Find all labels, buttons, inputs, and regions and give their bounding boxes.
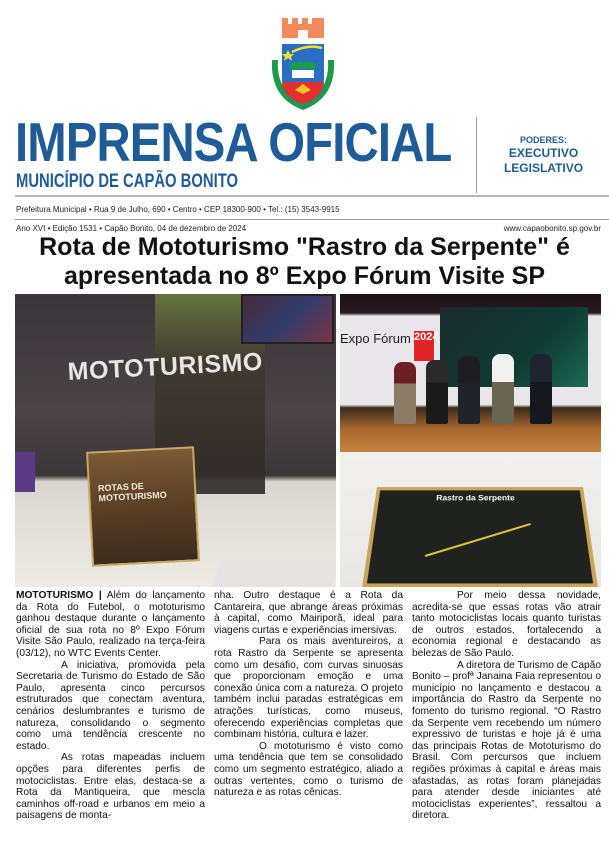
- article-column-1: [16, 590, 205, 822]
- info-rule: [15, 219, 609, 220]
- person-3: [458, 356, 480, 424]
- poder-legislativo: LEGISLATIVO: [503, 161, 584, 175]
- paragraph-6: Por meio dessa novidade, acredita-se que essas rotas vão atrair tanto motociclistas locais quanto turistas de outros estados, fortalecendo a economia regional e destacando as belezas de São Paulo.: [412, 590, 601, 659]
- brochure-title: ROTAS DE MOTOTURISMO: [97, 480, 168, 504]
- paragraph-7: A diretora de Turismo de Capão Bonito – profª Janaina Faia representou o município no lançamento e destacou a importância do Rastro da Serpente no fomento do turismo regional. “O Rastro da Serpente vem recebendo um número expressivo de turistas e hoje já é uma das principais Rotas de Mototurismo do Brasil. Com percursos que incluem regiões próximas à capital e áreas mais afastadas, as rotas foram planejadas para atender desde iniciantes até motociclistas experientes”, ressaltou a diretora.: [412, 659, 601, 822]
- paragraph-5: O mototurismo é visto como uma tendência que tem se consolidado como um segmento estratégico, aliado a outras vertentes, como o turismo de natureza e as rotas cênicas.: [214, 740, 403, 799]
- article-headline: Rota de Mototurismo "Rastro da Serpente" é apresentada no 8º Expo Fórum Visite SP: [39, 233, 570, 290]
- person-2: [426, 360, 448, 424]
- stage-screen-text: Expo Fórum: [340, 331, 411, 346]
- board-title: Rastro da Serpente: [435, 493, 515, 503]
- masthead-subtitle: MUNICÍPIO DE CAPÃO BONITO: [16, 171, 239, 192]
- website-link[interactable]: www.capaobonito.sp.gov.br: [503, 224, 601, 233]
- header-rule: [15, 195, 609, 197]
- photo-mototurismo-stand: [15, 294, 336, 587]
- masthead-title: IMPRENSA OFICIAL: [15, 111, 452, 173]
- poderes-block: [478, 134, 609, 176]
- board-route-line: [425, 523, 531, 557]
- paragraph-3: As rotas mapeadas incluem opções para diferentes perfis de motociclistas. Entre elas, destaca-se a Rota da Mantiqueira, que mescla caminhos off-road e urbanos em meio a paisagens de monta-: [16, 752, 205, 822]
- paragraph-2: A iniciativa, promovida pela Secretaria de Turismo do Estado de São Paulo, apresenta cinco percursos estruturados que conectam aventura, cenários deslumbrantes e turismo de natureza, consolidando o segmento como uma tendência crescente no estado.: [16, 659, 205, 752]
- poderes-label: PODERES:: [519, 135, 567, 145]
- person-4: [492, 354, 514, 424]
- paragraph-4: Para os mais aventureiros, a rota Rastro da Serpente se apresenta como um desafio, com curvas sinuosas que proporcionam emoção e uma conexão única com a natureza. O projeto também inclui paradas estratégicas em atrações turísticas, como museus, oferecendo experiências completas que combinam história, cultura e lazer.: [214, 636, 403, 741]
- person-5: [530, 354, 552, 424]
- paragraph-1: Além do lançamento da Rota do Futebol, o mototurismo ganhou destaque durante o lançamento oficial de sua rota no 8º Expo Fórum Visite São Paulo, realizado na terça-feira (03/12), no WTC Events Center.: [16, 590, 205, 659]
- photo-stage-group: [340, 294, 601, 452]
- coat-of-arms-logo: [268, 18, 338, 116]
- article-column-2: [214, 590, 403, 799]
- address-line: Prefeitura Municipal • Rua 9 de Julho, 690 • Centro • CEP 18300-900 • Tel.: (15) 3543-9915: [16, 205, 340, 214]
- paragraph-3-cont: nha. Outro destaque é a Rota da Cantareira, que abrange áreas próximas à capital, como Mairiporã, ideal para viagens curtas e experiências imersivas.: [214, 590, 403, 636]
- photo-tv-screen: [241, 294, 334, 344]
- photo-rastro-board: [340, 452, 601, 587]
- article-column-3: [412, 590, 601, 822]
- photo-paper: [211, 561, 336, 587]
- photo-purple-chair: [15, 452, 35, 492]
- person-1: [394, 362, 416, 424]
- masthead-divider: [476, 117, 477, 193]
- article-kicker: MOTOTURISMO |: [16, 590, 102, 601]
- rastro-board: [362, 487, 598, 587]
- poder-executivo: EXECUTIVO: [508, 146, 579, 160]
- photo-banner-text: MOTOTURISMO: [67, 347, 264, 386]
- edition-line: Ano XVI • Edição 1531 • Capão Bonito, 04 de dezembro de 2024: [16, 224, 247, 233]
- photo-brochure: [86, 446, 200, 566]
- stage-year-badge: 2024: [414, 331, 434, 361]
